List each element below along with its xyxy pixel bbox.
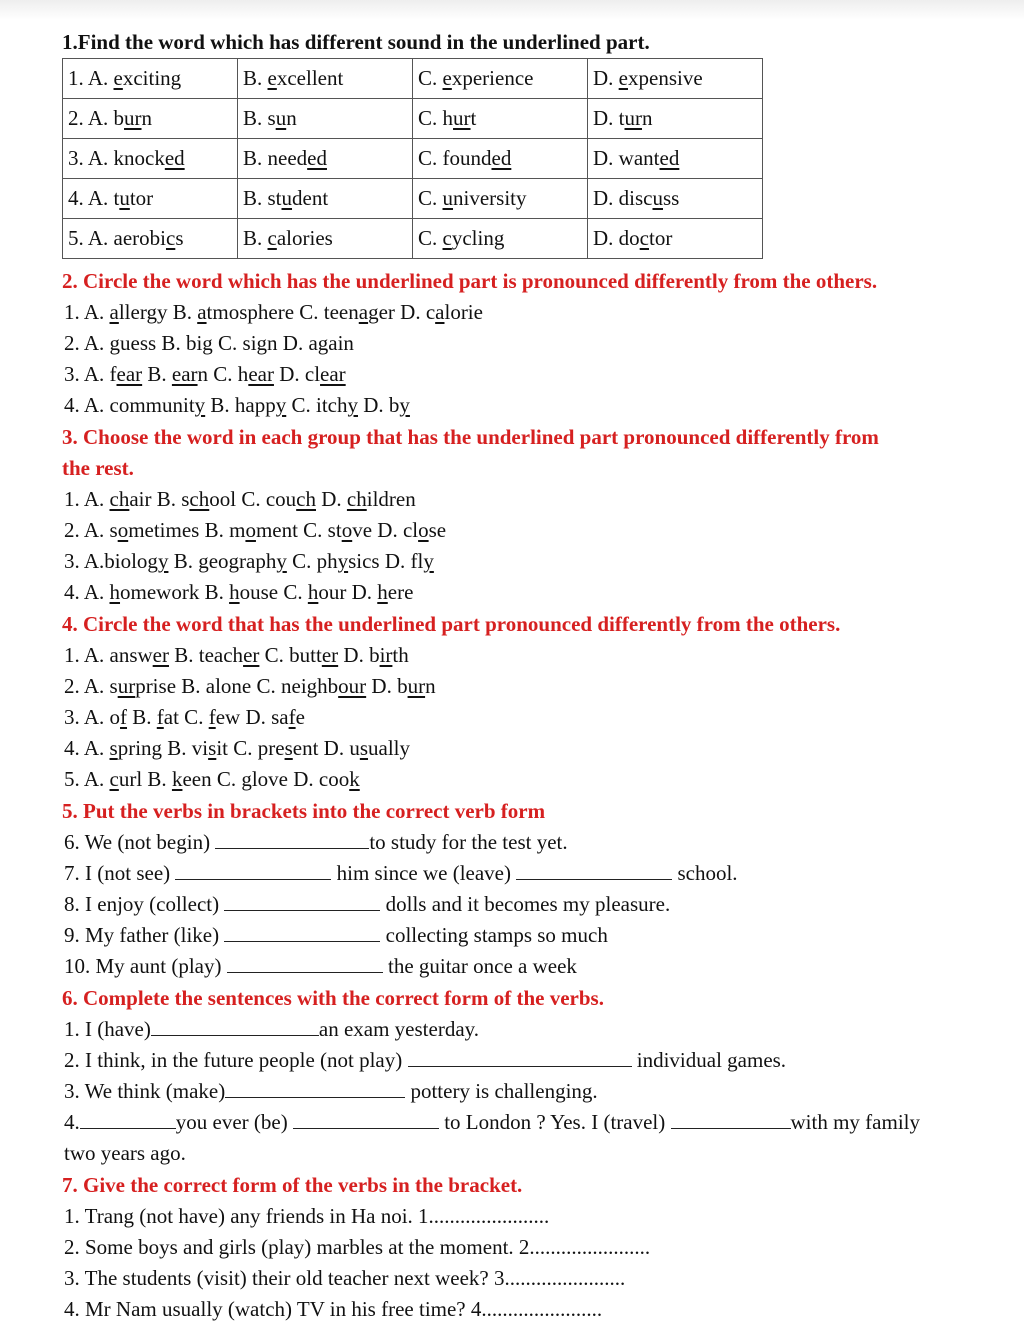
underlined-part: ch bbox=[296, 487, 316, 511]
item-text: D. cl bbox=[273, 362, 321, 386]
option-text: dent bbox=[292, 186, 329, 210]
underlined-part: ear bbox=[320, 362, 346, 386]
table-row bbox=[63, 99, 763, 139]
underlined-part: er bbox=[321, 643, 339, 667]
item-text: 3. A.biolog bbox=[64, 549, 158, 573]
option-text: xciting bbox=[122, 66, 182, 90]
option-text: C. h bbox=[418, 106, 454, 130]
s2-item-1 bbox=[64, 299, 483, 325]
underlined-part: f bbox=[208, 705, 216, 729]
option-text: D. bbox=[593, 66, 619, 90]
s2-item-2 bbox=[64, 330, 354, 356]
option-text: 3. A. knock bbox=[68, 146, 165, 170]
option-cell[interactable] bbox=[588, 99, 763, 139]
option-text: 1. A. bbox=[68, 66, 114, 90]
answer-blank[interactable] bbox=[516, 861, 672, 880]
option-text: D. do bbox=[593, 226, 640, 250]
section-6-title: 6. Complete the sentences with the correct form of the verbs. bbox=[62, 986, 604, 1010]
underlined-part: ur bbox=[453, 106, 471, 130]
answer-blank[interactable] bbox=[671, 1110, 791, 1129]
item-text: B. bbox=[127, 705, 157, 729]
item-text: B. bbox=[142, 362, 172, 386]
underlined-part: er bbox=[243, 643, 260, 667]
option-text: D. want bbox=[593, 146, 660, 170]
underlined-part: y bbox=[423, 549, 434, 573]
underlined-part: f bbox=[120, 705, 128, 729]
table-row bbox=[63, 179, 763, 219]
s6-item-4-text: you ever (be) bbox=[175, 1110, 288, 1134]
s5-item-7 bbox=[64, 860, 738, 886]
s5-item-9 bbox=[64, 922, 608, 948]
underlined-part: ur bbox=[124, 106, 142, 130]
underlined-part: e bbox=[442, 66, 452, 90]
option-text: C. bbox=[418, 186, 443, 210]
section-3-title-line2: the rest. bbox=[62, 456, 134, 480]
underlined-part: o bbox=[341, 518, 353, 542]
option-text: B. s bbox=[243, 106, 276, 130]
option-text: n bbox=[141, 106, 153, 130]
item-text: 1. A. answ bbox=[64, 643, 153, 667]
s6-item-3-text: 3. We think (make) bbox=[64, 1079, 226, 1103]
item-text: at C. bbox=[163, 705, 209, 729]
option-text: D. t bbox=[593, 106, 625, 130]
section-2-title: 2. Circle the word which has the underlined part is pronounced differently from the others. bbox=[62, 269, 878, 293]
option-text: 2. A. b bbox=[68, 106, 125, 130]
s3-item-2 bbox=[64, 517, 446, 543]
option-cell[interactable] bbox=[588, 139, 763, 179]
underlined-part: ir bbox=[379, 643, 393, 667]
option-text: s bbox=[175, 226, 184, 250]
s5-item-10-rest: the guitar once a week bbox=[387, 954, 577, 978]
underlined-part: ed bbox=[307, 146, 327, 170]
s6-item-1-rest: an exam yesterday. bbox=[318, 1017, 480, 1041]
s5-item-6-text: 6. We (not begin) bbox=[64, 830, 211, 854]
option-text: 4. A. t bbox=[68, 186, 120, 210]
item-text: 3. A. f bbox=[64, 362, 117, 386]
s4-item-5 bbox=[64, 766, 360, 792]
item-text: pring B. vi bbox=[117, 736, 209, 760]
underlined-part: c bbox=[109, 767, 119, 791]
underlined-part: our bbox=[338, 674, 367, 698]
option-cell[interactable] bbox=[413, 139, 588, 179]
answer-blank[interactable] bbox=[293, 1110, 439, 1129]
underlined-part: c bbox=[165, 226, 176, 250]
item-text: tmosphere C. teen bbox=[206, 300, 359, 324]
answer-blank[interactable] bbox=[215, 830, 369, 849]
underlined-part: h bbox=[229, 580, 240, 604]
item-text: prise B. alone C. neighb bbox=[135, 674, 339, 698]
underlined-part: f bbox=[288, 705, 296, 729]
item-text: B. happ bbox=[205, 393, 276, 417]
item-text: n bbox=[425, 674, 436, 698]
item-text: D. bbox=[316, 487, 347, 511]
s6-item-3 bbox=[64, 1078, 598, 1104]
item-text: n C. h bbox=[197, 362, 249, 386]
option-cell[interactable] bbox=[238, 219, 413, 259]
s4-item-4 bbox=[64, 735, 410, 761]
option-text: t bbox=[470, 106, 477, 130]
s6-item-1 bbox=[64, 1016, 479, 1042]
item-text: air B. s bbox=[129, 487, 190, 511]
option-cell[interactable] bbox=[413, 219, 588, 259]
underlined-part: y bbox=[347, 393, 358, 417]
item-text: 2. A. s bbox=[64, 674, 118, 698]
section-3-title-line1: 3. Choose the word in each group that has the underlined part pronounced differently from bbox=[62, 425, 879, 449]
option-text: xpensive bbox=[628, 66, 703, 90]
underlined-part: ch bbox=[109, 487, 130, 511]
item-text: llergy B. bbox=[118, 300, 198, 324]
item-text: url B. bbox=[118, 767, 172, 791]
item-text: C. ph bbox=[286, 549, 338, 573]
underlined-part: s bbox=[284, 736, 293, 760]
option-text: alories bbox=[276, 226, 333, 250]
item-text: metimes B. m bbox=[128, 518, 246, 542]
answer-blank[interactable] bbox=[408, 1048, 632, 1067]
item-text: ew D. sa bbox=[215, 705, 289, 729]
s3-item-4 bbox=[64, 579, 413, 605]
answer-blank[interactable] bbox=[224, 923, 380, 942]
s5-item-6-rest: to study for the test yet. bbox=[369, 830, 568, 854]
item-text: 4. A. bbox=[64, 580, 110, 604]
underlined-part: c bbox=[639, 226, 649, 250]
underlined-part: g bbox=[109, 331, 121, 355]
underlined-part: ch bbox=[189, 487, 210, 511]
s5-item-9-text: 9. My father (like) bbox=[64, 923, 220, 947]
item-text: 2. A. s bbox=[64, 518, 118, 542]
underlined-part: a bbox=[109, 300, 119, 324]
s6-item-4-num: 4. bbox=[64, 1110, 80, 1134]
option-cell[interactable] bbox=[63, 139, 238, 179]
option-text: B. st bbox=[243, 186, 282, 210]
underlined-part: ur bbox=[624, 106, 642, 130]
underlined-part: ear bbox=[171, 362, 198, 386]
option-cell[interactable] bbox=[588, 219, 763, 259]
underlined-part: e bbox=[267, 66, 277, 90]
underlined-part: ed bbox=[659, 146, 680, 170]
item-text: D. b bbox=[366, 674, 408, 698]
s7-item-1: 1. Trang (not have) any friends in Ha noi. 1....................... bbox=[64, 1204, 550, 1228]
section-1-table bbox=[62, 58, 763, 259]
underlined-part: o bbox=[418, 518, 429, 542]
underlined-part: ch bbox=[346, 487, 367, 511]
item-text: e bbox=[295, 705, 305, 729]
s5-item-7-mid: him since we (leave) bbox=[336, 861, 511, 885]
section-1-title: 1.Find the word which has different sound in the underlined part. bbox=[62, 30, 650, 54]
underlined-part: ed bbox=[164, 146, 185, 170]
option-text: C. bbox=[418, 66, 443, 90]
option-cell[interactable] bbox=[63, 179, 238, 219]
s5-item-10-text: 10. My aunt (play) bbox=[64, 954, 222, 978]
table-row bbox=[63, 59, 763, 99]
underlined-part: ed bbox=[491, 146, 512, 170]
option-text: n bbox=[286, 106, 297, 130]
underlined-part: y bbox=[399, 393, 410, 417]
underlined-part: y bbox=[157, 549, 169, 573]
item-text: sics D. fl bbox=[348, 549, 424, 573]
underlined-part: c bbox=[442, 226, 452, 250]
item-text: C. itch bbox=[286, 393, 348, 417]
option-text: 5. A. aerobi bbox=[68, 226, 166, 250]
item-text: 2. A. bbox=[64, 331, 110, 355]
answer-blank[interactable] bbox=[224, 892, 380, 911]
option-cell[interactable] bbox=[588, 179, 763, 219]
item-text: een C. glove D. coo bbox=[182, 767, 350, 791]
s6-item-2-text: 2. I think, in the future people (not play) bbox=[64, 1048, 403, 1072]
answer-blank[interactable] bbox=[80, 1110, 176, 1129]
item-text: it C. pre bbox=[216, 736, 285, 760]
underlined-part: h bbox=[109, 580, 121, 604]
answer-blank[interactable] bbox=[151, 1017, 319, 1036]
underlined-part: y bbox=[194, 393, 206, 417]
s3-item-1 bbox=[64, 486, 416, 512]
s7-item-4: 4. Mr Nam usually (watch) TV in his free time? 4....................... bbox=[64, 1297, 603, 1321]
underlined-part: ur bbox=[117, 674, 136, 698]
underlined-part: y bbox=[275, 393, 287, 417]
option-text: xperience bbox=[451, 66, 534, 90]
item-text: 4. A. bbox=[64, 736, 110, 760]
underlined-part: ur bbox=[407, 674, 426, 698]
answer-blank[interactable] bbox=[227, 954, 383, 973]
item-text: omework B. bbox=[120, 580, 230, 604]
option-cell[interactable] bbox=[413, 59, 588, 99]
s5-item-10 bbox=[64, 953, 577, 979]
underlined-part: s bbox=[359, 736, 369, 760]
s5-item-8-text: 8. I enjoy (collect) bbox=[64, 892, 220, 916]
item-text: ment C. st bbox=[255, 518, 342, 542]
item-text: th bbox=[392, 643, 409, 667]
underlined-part: er bbox=[152, 643, 169, 667]
item-text: 5. A. bbox=[64, 767, 110, 791]
s6-item-2-rest: individual games. bbox=[636, 1048, 787, 1072]
s3-item-3 bbox=[64, 548, 434, 574]
item-text: 3. A. o bbox=[64, 705, 121, 729]
s6-item-4-mid: to London ? Yes. I (travel) bbox=[444, 1110, 666, 1134]
underlined-part: u bbox=[652, 186, 663, 210]
option-text: D. disc bbox=[593, 186, 653, 210]
underlined-part: e bbox=[113, 66, 123, 90]
s6-item-4-continuation: two years ago. bbox=[64, 1141, 186, 1165]
underlined-part: c bbox=[267, 226, 277, 250]
item-text: lorie bbox=[444, 300, 483, 324]
underlined-part: e bbox=[618, 66, 628, 90]
item-text: 4. A. communit bbox=[64, 393, 195, 417]
s6-item-1-text: 1. I (have) bbox=[64, 1017, 151, 1041]
option-text: niversity bbox=[453, 186, 527, 210]
item-text: our D. bbox=[318, 580, 378, 604]
s6-item-4-rest: with my family bbox=[790, 1110, 920, 1134]
s7-item-2: 2. Some boys and girls (play) marbles at the moment. 2....................... bbox=[64, 1235, 651, 1259]
option-text: C. bbox=[418, 226, 443, 250]
s5-item-9-rest: collecting stamps so much bbox=[385, 923, 608, 947]
section-7-title: 7. Give the correct form of the verbs in the bracket. bbox=[62, 1173, 523, 1197]
s5-item-8 bbox=[64, 891, 670, 917]
item-text: se bbox=[428, 518, 447, 542]
option-cell[interactable] bbox=[588, 59, 763, 99]
item-text: ildren bbox=[366, 487, 416, 511]
s2-item-4 bbox=[64, 392, 410, 418]
item-text: D. b bbox=[358, 393, 400, 417]
option-cell[interactable] bbox=[63, 219, 238, 259]
option-text: tor bbox=[649, 226, 673, 250]
s2-item-3 bbox=[64, 361, 346, 387]
s5-item-8-rest: dolls and it becomes my pleasure. bbox=[385, 892, 671, 916]
table-row bbox=[63, 139, 763, 179]
item-text: D. b bbox=[338, 643, 380, 667]
section-4-title: 4. Circle the word that has the underlined part pronounced differently from the others. bbox=[62, 612, 841, 636]
underlined-part: y bbox=[276, 549, 287, 573]
option-cell[interactable] bbox=[238, 179, 413, 219]
option-text: B. bbox=[243, 66, 268, 90]
option-text: B. bbox=[243, 226, 268, 250]
option-text: ycling bbox=[451, 226, 505, 250]
underlined-part: s bbox=[208, 736, 217, 760]
underlined-part: y bbox=[337, 549, 349, 573]
item-text: ually bbox=[368, 736, 411, 760]
item-text: ger D. c bbox=[368, 300, 436, 324]
s4-item-3 bbox=[64, 704, 305, 730]
underlined-part: o bbox=[245, 518, 256, 542]
underlined-part: ear bbox=[248, 362, 274, 386]
item-text: B. teach bbox=[169, 643, 244, 667]
section-5-title: 5. Put the verbs in brackets into the correct verb form bbox=[62, 799, 546, 823]
underlined-part: u bbox=[281, 186, 293, 210]
underlined-part: k bbox=[171, 767, 183, 791]
underlined-part: h bbox=[307, 580, 319, 604]
underlined-part: a bbox=[435, 300, 445, 324]
underlined-part: h bbox=[377, 580, 388, 604]
underlined-part: ear bbox=[116, 362, 143, 386]
underlined-part: f bbox=[156, 705, 164, 729]
underlined-part: u bbox=[119, 186, 130, 210]
item-text: ve D. cl bbox=[352, 518, 419, 542]
s5-item-6 bbox=[64, 829, 568, 855]
underlined-part: a bbox=[358, 300, 369, 324]
item-text: ere bbox=[387, 580, 414, 604]
underlined-part: o bbox=[117, 518, 129, 542]
option-text: B. need bbox=[243, 146, 308, 170]
option-cell[interactable] bbox=[238, 99, 413, 139]
s7-item-3: 3. The students (visit) their old teacher next week? 3....................... bbox=[64, 1266, 626, 1290]
option-text: xcellent bbox=[276, 66, 344, 90]
s6-item-3-rest: pottery is challenging. bbox=[410, 1079, 598, 1103]
s5-item-7-rest: school. bbox=[677, 861, 738, 885]
s4-item-2 bbox=[64, 673, 436, 699]
option-text: ss bbox=[663, 186, 680, 210]
item-text: B. geograph bbox=[168, 549, 277, 573]
underlined-part: u bbox=[442, 186, 454, 210]
item-text: ool C. cou bbox=[209, 487, 297, 511]
option-cell[interactable] bbox=[238, 139, 413, 179]
s5-item-7-text: 7. I (not see) bbox=[64, 861, 171, 885]
top-edge bbox=[0, 0, 1024, 20]
s6-item-2 bbox=[64, 1047, 786, 1073]
option-text: C. found bbox=[418, 146, 492, 170]
option-cell[interactable] bbox=[63, 59, 238, 99]
table-row bbox=[63, 219, 763, 259]
option-text: n bbox=[642, 106, 653, 130]
option-cell[interactable] bbox=[63, 99, 238, 139]
option-text: tor bbox=[129, 186, 154, 210]
underlined-part: a bbox=[197, 300, 207, 324]
option-cell[interactable] bbox=[413, 99, 588, 139]
underlined-part: s bbox=[109, 736, 118, 760]
underlined-part: k bbox=[349, 767, 360, 791]
item-text: C. butt bbox=[259, 643, 322, 667]
s4-item-1 bbox=[64, 642, 409, 668]
answer-blank[interactable] bbox=[175, 861, 331, 880]
option-cell[interactable] bbox=[413, 179, 588, 219]
item-text: ouse C. bbox=[239, 580, 308, 604]
item-text: uess B. big C. sign D. again bbox=[120, 331, 354, 355]
item-text: 1. A. bbox=[64, 487, 110, 511]
s6-item-4 bbox=[64, 1109, 920, 1135]
option-cell[interactable] bbox=[238, 59, 413, 99]
item-text: ent D. u bbox=[292, 736, 360, 760]
answer-blank[interactable] bbox=[225, 1079, 405, 1098]
underlined-part: u bbox=[275, 106, 287, 130]
item-text: 1. A. bbox=[64, 300, 110, 324]
